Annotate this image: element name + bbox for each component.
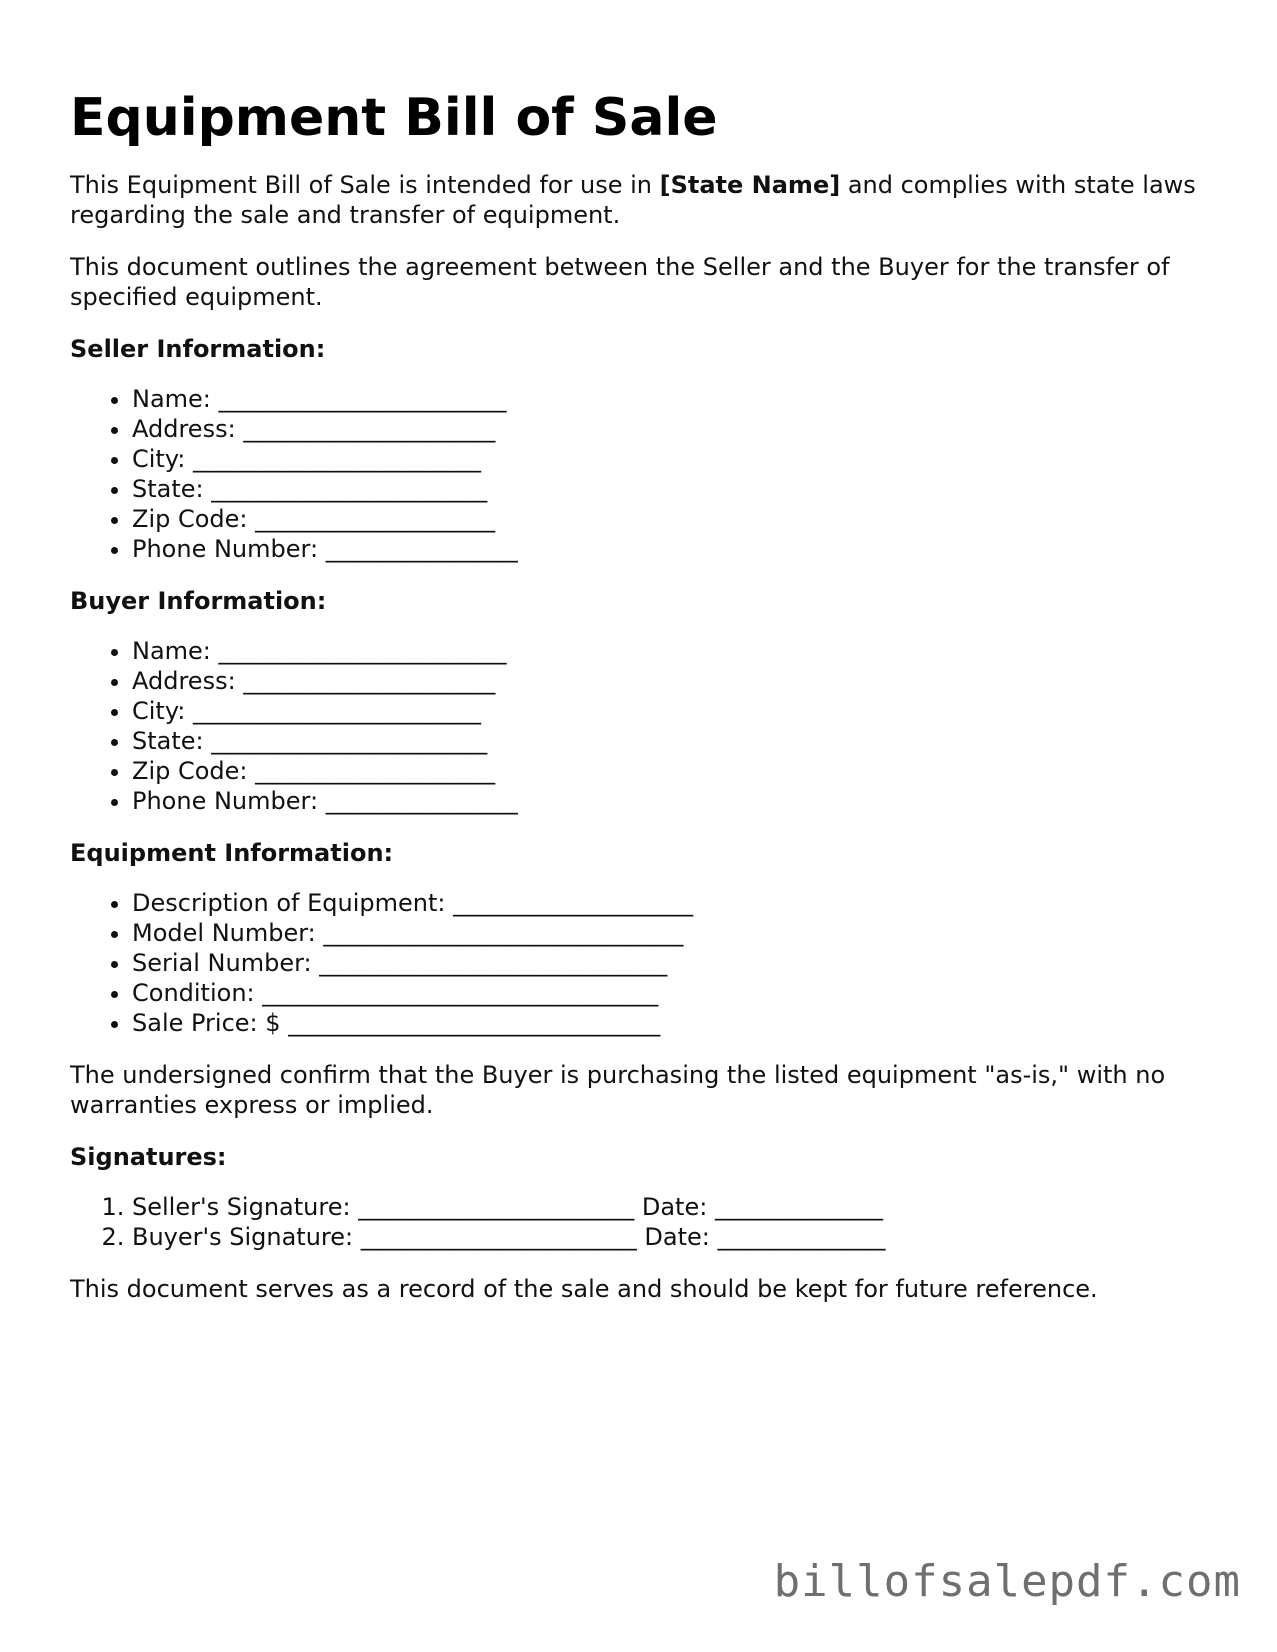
as-is-statement: The undersigned confirm that the Buyer is purchasing the listed equipment "as-is," with no warranties express or implied. — [70, 1061, 1166, 1119]
intro-paragraph — [70, 170, 1210, 230]
closing-statement: This document serves as a record of the sale and should be kept for future reference. — [70, 1275, 1098, 1303]
signature-label: Seller's Signature: — [132, 1193, 351, 1221]
fill-in-blank: _______________________________ — [288, 1009, 661, 1037]
buyer-city-field — [132, 696, 1210, 726]
fill-in-blank: _____________________ — [243, 667, 496, 695]
field-label: State: — [132, 727, 204, 755]
field-label: State: — [132, 475, 204, 503]
fill-in-blank: _______________________ — [211, 727, 488, 755]
equipment-model-number-field — [132, 918, 1210, 948]
site-watermark: billofsalepdf.com — [773, 1556, 1241, 1607]
seller-address-field — [132, 414, 1210, 444]
buyer-fields-list — [70, 636, 1210, 816]
field-label: Zip Code: — [132, 505, 248, 533]
field-label: Address: — [132, 415, 236, 443]
intro-text-before: This Equipment Bill of Sale is intended for use in — [70, 171, 660, 199]
seller-state-field — [132, 474, 1210, 504]
signature-blank: _______________________ — [358, 1193, 635, 1221]
field-label: Name: — [132, 385, 211, 413]
buyer-zip-field — [132, 756, 1210, 786]
state-name-placeholder: [State Name] — [659, 171, 841, 199]
buyer-information-heading: Buyer Information: — [70, 587, 327, 615]
equipment-sale-price-field — [132, 1008, 1210, 1038]
document — [70, 86, 1210, 1304]
equipment-description-field — [132, 888, 1210, 918]
intro-text-after: and complies with state laws regarding the sale and transfer of equipment. — [70, 171, 1196, 229]
document-title: Equipment Bill of Sale — [70, 88, 718, 148]
seller-city-field — [132, 444, 1210, 474]
outline-paragraph: This document outlines the agreement between the Seller and the Buyer for the transfer of specified equipment. — [70, 253, 1170, 311]
buyer-signature-line — [132, 1222, 1210, 1252]
fill-in-blank: ________________________ — [218, 385, 507, 413]
date-blank: ______________ — [714, 1193, 883, 1221]
fill-in-blank: ________________________ — [193, 697, 482, 725]
buyer-phone-field — [132, 786, 1210, 816]
fill-in-blank: _______________________ — [211, 475, 488, 503]
field-label: Sale Price: $ — [132, 1009, 281, 1037]
seller-information-heading: Seller Information: — [70, 335, 326, 363]
field-label: Serial Number: — [132, 949, 312, 977]
fill-in-blank: ________________________ — [218, 637, 507, 665]
fill-in-blank: ________________ — [325, 535, 518, 563]
field-label: City: — [132, 445, 186, 473]
seller-fields-list — [70, 384, 1210, 564]
fill-in-blank: ________________________ — [193, 445, 482, 473]
field-label: Condition: — [132, 979, 255, 1007]
field-label: Phone Number: — [132, 787, 319, 815]
fill-in-blank: _____________________ — [243, 415, 496, 443]
field-label: City: — [132, 697, 186, 725]
field-label: Zip Code: — [132, 757, 248, 785]
field-label: Name: — [132, 637, 211, 665]
seller-zip-field — [132, 504, 1210, 534]
signatures-list — [70, 1192, 1210, 1252]
fill-in-blank: ________________ — [325, 787, 518, 815]
date-label: Date: — [644, 1223, 710, 1251]
field-label: Address: — [132, 667, 236, 695]
field-label: Phone Number: — [132, 535, 319, 563]
equipment-information-heading: Equipment Information: — [70, 839, 394, 867]
signature-label: Buyer's Signature: — [132, 1223, 354, 1251]
fill-in-blank: _____________________________ — [319, 949, 668, 977]
seller-phone-field — [132, 534, 1210, 564]
date-blank: ______________ — [717, 1223, 886, 1251]
seller-signature-line — [132, 1192, 1210, 1222]
signature-blank: _______________________ — [360, 1223, 637, 1251]
date-label: Date: — [641, 1193, 708, 1221]
fill-in-blank: _________________________________ — [262, 979, 659, 1007]
equipment-condition-field — [132, 978, 1210, 1008]
equipment-serial-number-field — [132, 948, 1210, 978]
fill-in-blank: ______________________________ — [323, 919, 684, 947]
signatures-heading: Signatures: — [70, 1143, 227, 1171]
fill-in-blank: ____________________ — [255, 757, 496, 785]
buyer-address-field — [132, 666, 1210, 696]
equipment-fields-list — [70, 888, 1210, 1038]
field-label: Description of Equipment: — [132, 889, 446, 917]
buyer-name-field — [132, 636, 1210, 666]
field-label: Model Number: — [132, 919, 316, 947]
buyer-state-field — [132, 726, 1210, 756]
fill-in-blank: ____________________ — [255, 505, 496, 533]
seller-name-field — [132, 384, 1210, 414]
fill-in-blank: ____________________ — [453, 889, 694, 917]
